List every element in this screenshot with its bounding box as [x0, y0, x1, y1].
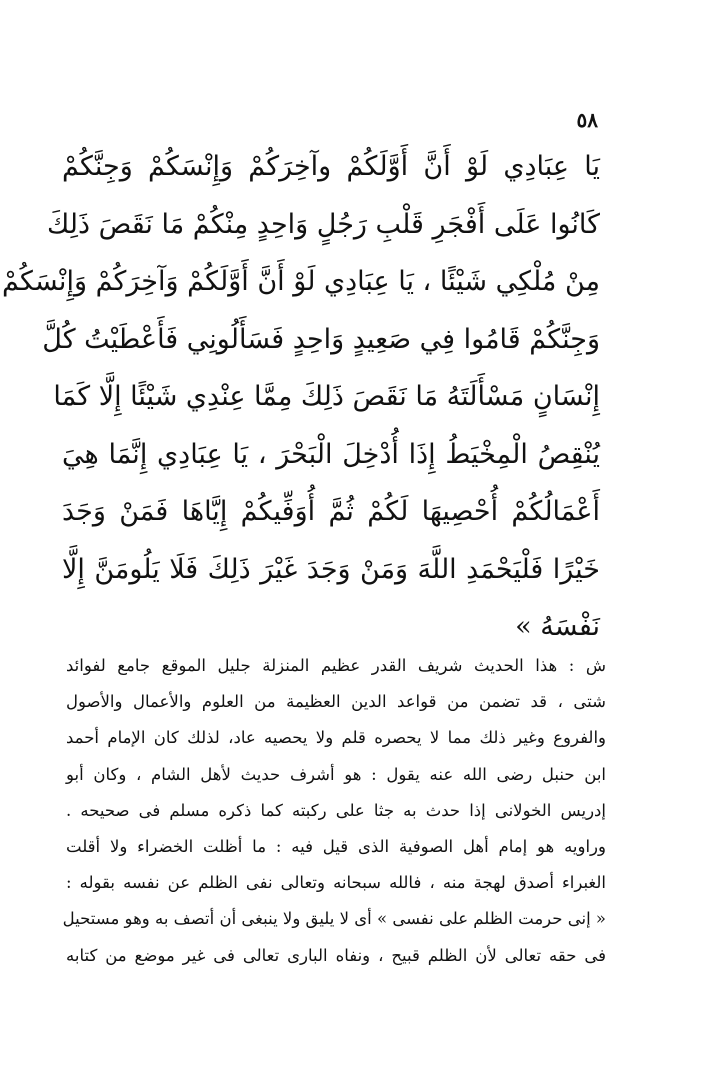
commentary-line: الغبراء أصدق لهجة منه ، فالله سبحانه وتعالى نفى الظلم عن نفسه بقوله : [66, 873, 606, 893]
commentary-text [62, 648, 606, 974]
hadith-line: أَعْمَالُكُمْ أُحْصِيهَا لَكُمْ ثُمَّ أُوَفِّيكُمْ إِيَّاهَا فَمَنْ وَجَدَ [62, 496, 600, 527]
commentary-line: ش : هذا الحديث شريف القدر عظيم المنزلة جليل الموقع جامع لفوائد [66, 656, 606, 675]
commentary-line: ابن حنبل رضى الله عنه يقول : هو أشرف حديث لأهل الشام ، وكان أبو [66, 764, 606, 784]
commentary-line: وراويه هو إمام أهل الصوفية الذى قيل فيه : ما أظلت الخضراء ولا أقلت [66, 836, 606, 856]
commentary-line: « إنى حرمت الظلم على نفسى » أى لا يليق ولا ينبغى أن أتصف به وهو مستحيل [62, 909, 606, 929]
hadith-line: وَجِنَّكُمْ قَامُوا فِي صَعِيدٍ وَاحِدٍ فَسَأَلُونِي فَأَعْطَيْتُ كُلَّ [42, 323, 600, 355]
hadith-line: خَيْرًا فَلْيَحْمَدِ اللَّهَ وَمَنْ وَجَدَ غَيْرَ ذَلِكَ فَلَا يَلُومَنَّ إِلَّا [62, 553, 600, 585]
hadith-line: يَا عِبَادِي لَوْ أَنَّ أَوَّلَكُمْ وآخِرَكُمْ وَإِنْسَكُمْ وَجِنَّكُمْ [62, 151, 600, 182]
commentary-line: شتى ، قد تضمن من قواعد الدين العظيمة من العلوم والأعمال والأصول [66, 692, 606, 712]
hadith-line: مِنْ مُلْكِي شَيْئًا ، يَا عِبَادِي لَوْ أَنَّ أَوَّلَكُمْ وَآخِرَكُمْ وَإِنْسَكُمْ [1, 266, 600, 297]
page-number: ٥٨ [576, 108, 598, 132]
hadith-line: إِنْسَانٍ مَسْأَلَتَهُ مَا نَقَصَ ذَلِكَ مِمَّا عِنْدِي شَيْئًا إِلَّا كَمَا [53, 381, 600, 412]
commentary-line: فى حقه تعالى لأن الظلم قبيح ، ونفاه البارى تعالى فى غير موضع من كتابه [66, 945, 606, 965]
commentary-line: إدريس الخولانى إذا حدث به جثا على ركبته كما ذكره مسلم فى صحيحه . [66, 800, 606, 820]
commentary-line: والفروع وغير ذلك مما لا يحصره قلم ولا يحصيه عاد، لذلك كان الإمام أحمد [66, 728, 606, 748]
hadith-line: يُنْقِصُ الْمِخْيَطُ إِذَا أُدْخِلَ الْبَحْرَ ، يَا عِبَادِي إِنَّمَا هِيَ [62, 438, 600, 470]
hadith-line: كَانُوا عَلَى أَفْجَرِ قَلْبِ رَجُلٍ وَاحِدٍ مِنْكُمْ مَا نَقَصَ ذَلِكَ [47, 208, 600, 240]
hadith-line: نَفْسَهُ » [515, 611, 600, 642]
hadith-text [1, 138, 600, 656]
